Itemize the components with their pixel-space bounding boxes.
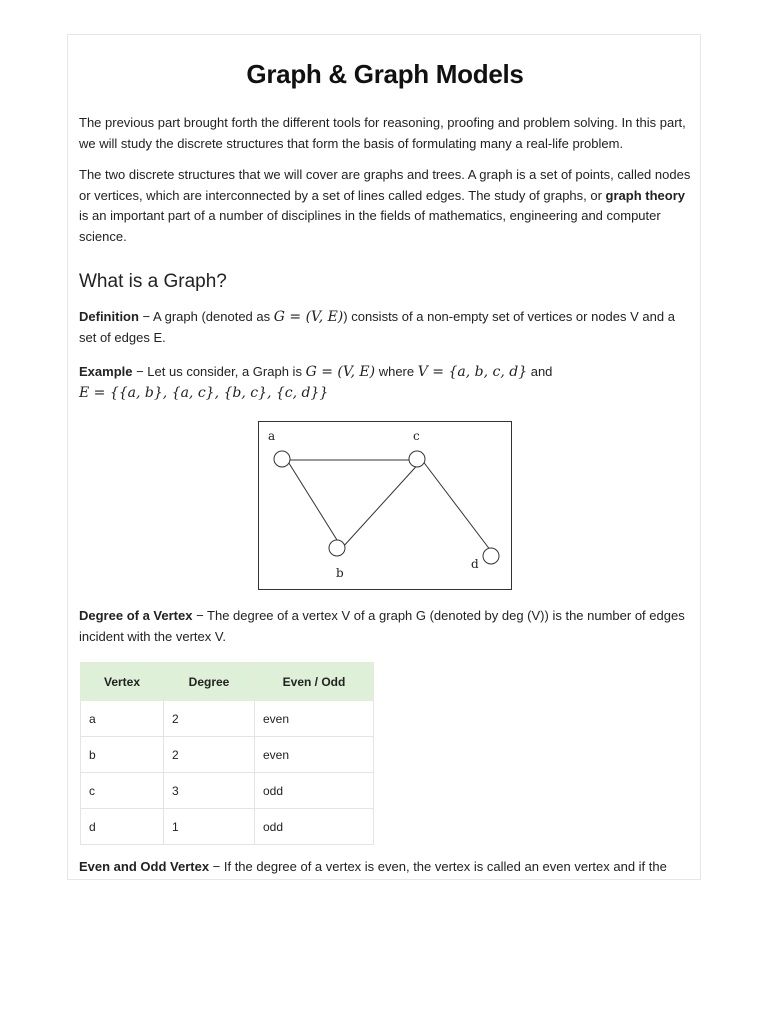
table-header-degree: Degree — [164, 663, 255, 701]
definition-text-after: ) consists of a non-empty set of vertices or nodes V and a set of edges E. — [79, 309, 675, 345]
definition-term: Definition — [79, 309, 139, 324]
edge-a-b — [287, 460, 342, 548]
intro-text-after: is an important part of a number of disciplines in the fields of mathematics, engineering and computer science. — [79, 208, 661, 244]
intro-paragraph-2 — [79, 165, 691, 247]
table-cell: 3 — [164, 773, 255, 809]
table-header-even-odd: Even / Odd — [255, 663, 374, 701]
graph-theory-term: graph theory — [605, 187, 686, 203]
intro-paragraph-1: The previous part brought forth the different tools for reasoning, proofing and problem solving. In this part, we will study the discrete structures that form the basis of formulating many a real-life problem. — [79, 115, 686, 151]
definition-text-before: − A graph (denoted as — [138, 309, 274, 324]
table-cell: even — [255, 737, 374, 773]
table-row — [81, 809, 374, 845]
definition-math: G = (V, E) — [273, 309, 344, 325]
vertex-c — [409, 451, 425, 467]
label-d: d — [471, 557, 479, 571]
table-row — [81, 737, 374, 773]
table-row — [81, 701, 374, 737]
table-header-row — [81, 663, 374, 701]
graph-diagram — [259, 422, 511, 589]
table-cell: c — [81, 773, 164, 809]
degree-paragraph — [79, 606, 691, 647]
label-b: b — [336, 566, 344, 580]
vertex-b — [329, 540, 345, 556]
table-cell: a — [81, 701, 164, 737]
even-odd-term: Even and Odd Vertex — [79, 859, 210, 874]
table-cell: odd — [255, 809, 374, 845]
article-card — [67, 34, 701, 880]
even-odd-paragraph — [79, 857, 691, 878]
graph-figure — [258, 421, 512, 590]
table-cell: odd — [255, 773, 374, 809]
label-c: c — [413, 429, 420, 443]
label-a: a — [268, 429, 276, 443]
table-cell: even — [255, 701, 374, 737]
table-cell: 2 — [164, 701, 255, 737]
table-row — [81, 773, 374, 809]
example-math-e: E = {{a, b}, {a, c}, {b, c}, {c, d}} — [79, 384, 329, 401]
example-text-before: − Let us consider, a Graph is — [132, 364, 306, 379]
degree-text: − The degree of a vertex V of a graph G (denoted by deg (V)) is the number of edges incident with the vertex V. — [79, 608, 685, 644]
edge-c-d — [422, 460, 494, 555]
example-text-and: and — [527, 364, 553, 379]
table-cell: 1 — [164, 809, 255, 845]
example-paragraph — [79, 362, 691, 403]
table-cell: 2 — [164, 737, 255, 773]
page-title: Graph & Graph Models — [246, 59, 524, 89]
intro-text-before: The two discrete structures that we will cover are graphs and trees. A graph is a set of points, called nodes or vertices, which are interconnected by a set of lines called edges. The study of graphs, or — [79, 167, 691, 203]
table-cell: b — [81, 737, 164, 773]
edge-b-c — [342, 460, 422, 548]
example-math-g: G = (V, E) — [305, 364, 376, 380]
degree-table — [80, 662, 374, 845]
vertex-d — [483, 548, 499, 564]
table-cell: d — [81, 809, 164, 845]
example-text-mid: where — [375, 364, 418, 379]
definition-paragraph — [79, 307, 691, 348]
example-term: Example — [79, 364, 133, 379]
section-heading: What is a Graph? — [79, 271, 227, 292]
example-math-v: V = {a, b, c, d} — [417, 364, 528, 380]
vertex-a — [274, 451, 290, 467]
even-odd-text: − If the degree of a vertex is even, the vertex is called an even vertex and if the — [209, 859, 667, 874]
table-header-vertex: Vertex — [81, 663, 164, 701]
degree-term: Degree of a Vertex — [79, 608, 193, 623]
